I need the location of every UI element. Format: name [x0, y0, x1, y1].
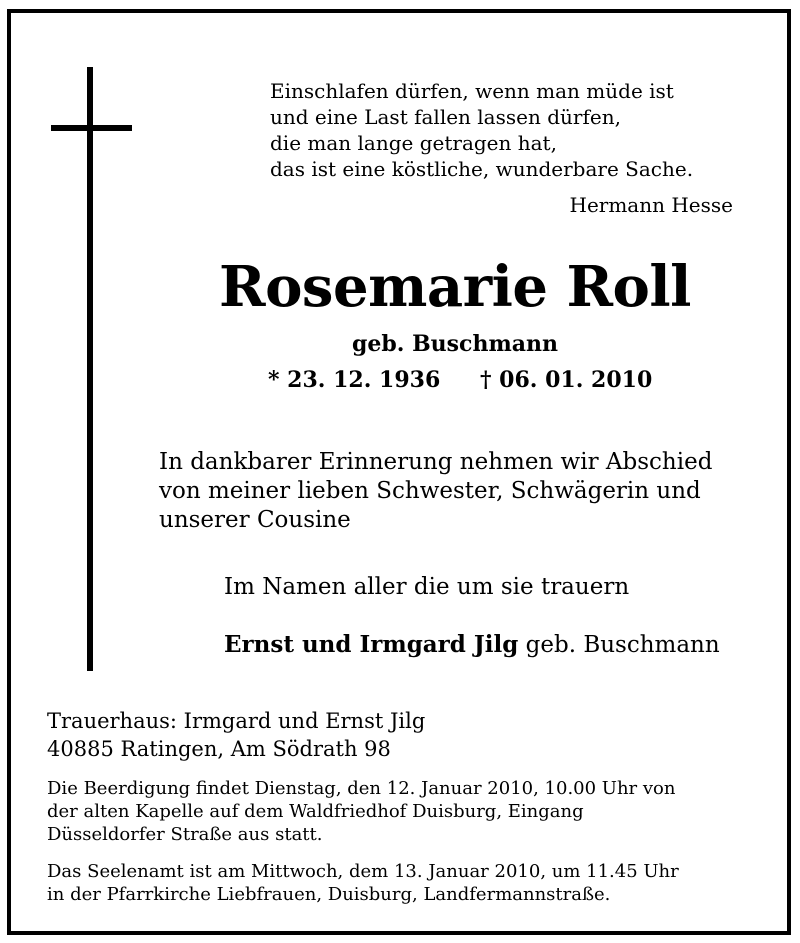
mourners-intro: Im Namen aller die um sie trauern	[224, 574, 630, 600]
poem-line: das ist eine köstliche, wunderbare Sache.	[270, 157, 694, 181]
memorial-line: von meiner lieben Schwester, Schwägerin und	[159, 478, 701, 504]
deceased-birth-name: geb. Buschmann	[352, 331, 558, 357]
mourning-house	[47, 707, 425, 763]
death-date: † 06. 01. 2010	[480, 367, 653, 393]
mass-line: Das Seelenamt ist am Mittwoch, dem 13. Januar 2010, um 11.45 Uhr	[47, 861, 679, 882]
mourners-birth-name: geb. Buschmann	[525, 632, 720, 658]
funeral-line: Die Beerdigung findet Dienstag, den 12. Januar 2010, 10.00 Uhr von	[47, 778, 676, 799]
deceased-name: Rosemarie Roll	[219, 254, 691, 320]
memorial-text	[159, 448, 712, 535]
funeral-info	[47, 777, 675, 846]
memorial-line: In dankbarer Erinnerung nehmen wir Abschied	[159, 449, 713, 475]
poem-line: und eine Last fallen lassen dürfen,	[270, 105, 621, 129]
house-line: Trauerhaus: Irmgard und Ernst Jilg	[47, 709, 426, 733]
mass-info	[47, 860, 679, 906]
poem-author: Hermann Hesse	[569, 193, 733, 217]
mourners-signature	[224, 631, 720, 658]
memorial-line: unserer Cousine	[159, 507, 351, 533]
house-line: 40885 Ratingen, Am Södrath 98	[47, 737, 391, 761]
funeral-line: Düsseldorfer Straße aus statt.	[47, 824, 323, 845]
birth-date: * 23. 12. 1936	[268, 367, 441, 393]
mourners-names: Ernst und Irmgard Jilg	[224, 631, 519, 658]
poem-line: die man lange getragen hat,	[270, 131, 557, 155]
cross-icon-bar	[51, 125, 132, 131]
poem	[270, 78, 693, 182]
funeral-line: der alten Kapelle auf dem Waldfriedhof Duisburg, Eingang	[47, 801, 584, 822]
cross-icon	[87, 67, 93, 671]
mass-line: in der Pfarrkirche Liebfrauen, Duisburg, Landfermannstraße.	[47, 884, 611, 905]
poem-line: Einschlafen dürfen, wenn man müde ist	[270, 79, 674, 103]
